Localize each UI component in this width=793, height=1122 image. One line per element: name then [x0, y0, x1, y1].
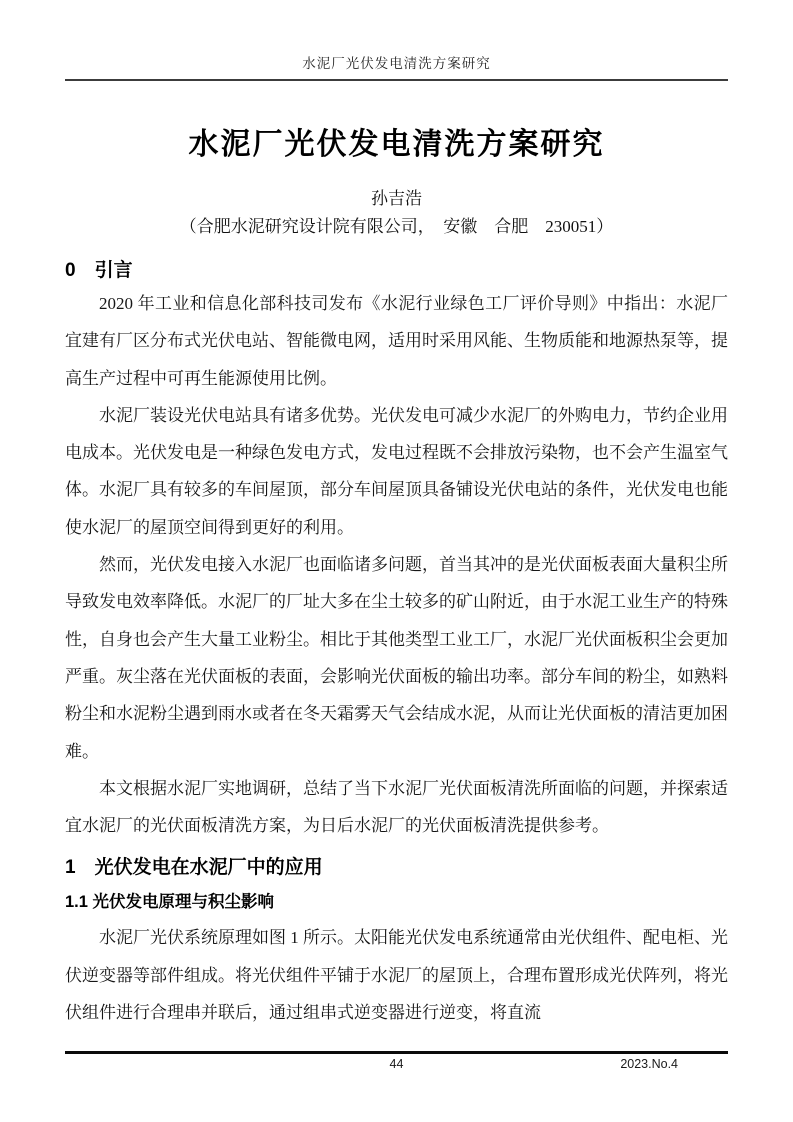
- page-header: [65, 0, 728, 81]
- running-title: 水泥厂光伏发电清洗方案研究: [302, 56, 491, 71]
- section-heading-0: 0 引言: [65, 260, 133, 281]
- subsection-heading-1-1: 1.1 光伏发电原理与积尘影响: [65, 893, 275, 912]
- author-name: 孙吉浩: [371, 189, 422, 208]
- paragraph-intro-4: 本文根据水泥厂实地调研，总结了当下水泥厂光伏面板清洗所面临的问题，并探索适宜水泥厂的光伏面板清洗方案，为日后水泥厂的光伏面板清洗提供参考。: [65, 778, 728, 836]
- article-title: 水泥厂光伏发电清洗方案研究: [188, 128, 605, 161]
- paragraph-intro-1: 2020 年工业和信息化部科技司发布《水泥行业绿色工厂评价导则》中指出：水泥厂宜建有厂区分布式光伏电站、智能微电网，适用时采用风能、生物质能和地源热泵等，提高生产过程中可再生能源使用比例。: [65, 294, 728, 388]
- article-body: [65, 125, 728, 1031]
- page-footer: [65, 1051, 728, 1076]
- author-affiliation: （合肥水泥研究设计院有限公司， 安徽 合肥 230051）: [179, 217, 614, 236]
- paragraph-intro-3: 然而，光伏发电接入水泥厂也面临诸多问题，首当其冲的是光伏面板表面大量积尘所导致发电效率降低。水泥厂的厂址大多在尘土较多的矿山附近，由于水泥工业生产的特殊性，自身也会产生大量工业粉尘。相比于其他类型工业工厂，水泥厂光伏面板积尘会更加严重。灰尘落在光伏面板的表面，会影响光伏面板的输出功率。部分车间的粉尘，如熟料粉尘和水泥粉尘遇到雨水或者在冬天霜雾天气会结成水泥，从而让光伏面板的清洁更加困难。: [65, 555, 728, 761]
- paragraph-section1-1: 水泥厂光伏系统原理如图 1 所示。太阳能光伏发电系统通常由光伏组件、配电柜、光伏逆变器等部件组成。将光伏组件平铺于水泥厂的屋顶上，合理布置形成光伏阵列，将光伏组件进行合理串并联后，通过组串式逆变器进行逆变，将直流: [65, 928, 728, 1023]
- issue-number: 2023.No.4: [620, 1057, 678, 1071]
- footer-row: [65, 1054, 728, 1076]
- section-heading-1: 1 光伏发电在水泥厂中的应用: [65, 857, 323, 879]
- page-number: 44: [389, 1057, 404, 1071]
- paragraph-intro-2: 水泥厂装设光伏电站具有诸多优势。光伏发电可减少水泥厂的外购电力，节约企业用电成本。光伏发电是一种绿色发电方式，发电过程既不会排放污染物，也不会产生温室气体。水泥厂具有较多的车间屋顶，部分车间屋顶具备铺设光伏电站的条件，光伏发电也能使水泥厂的屋顶空间得到更好的利用。: [65, 405, 728, 537]
